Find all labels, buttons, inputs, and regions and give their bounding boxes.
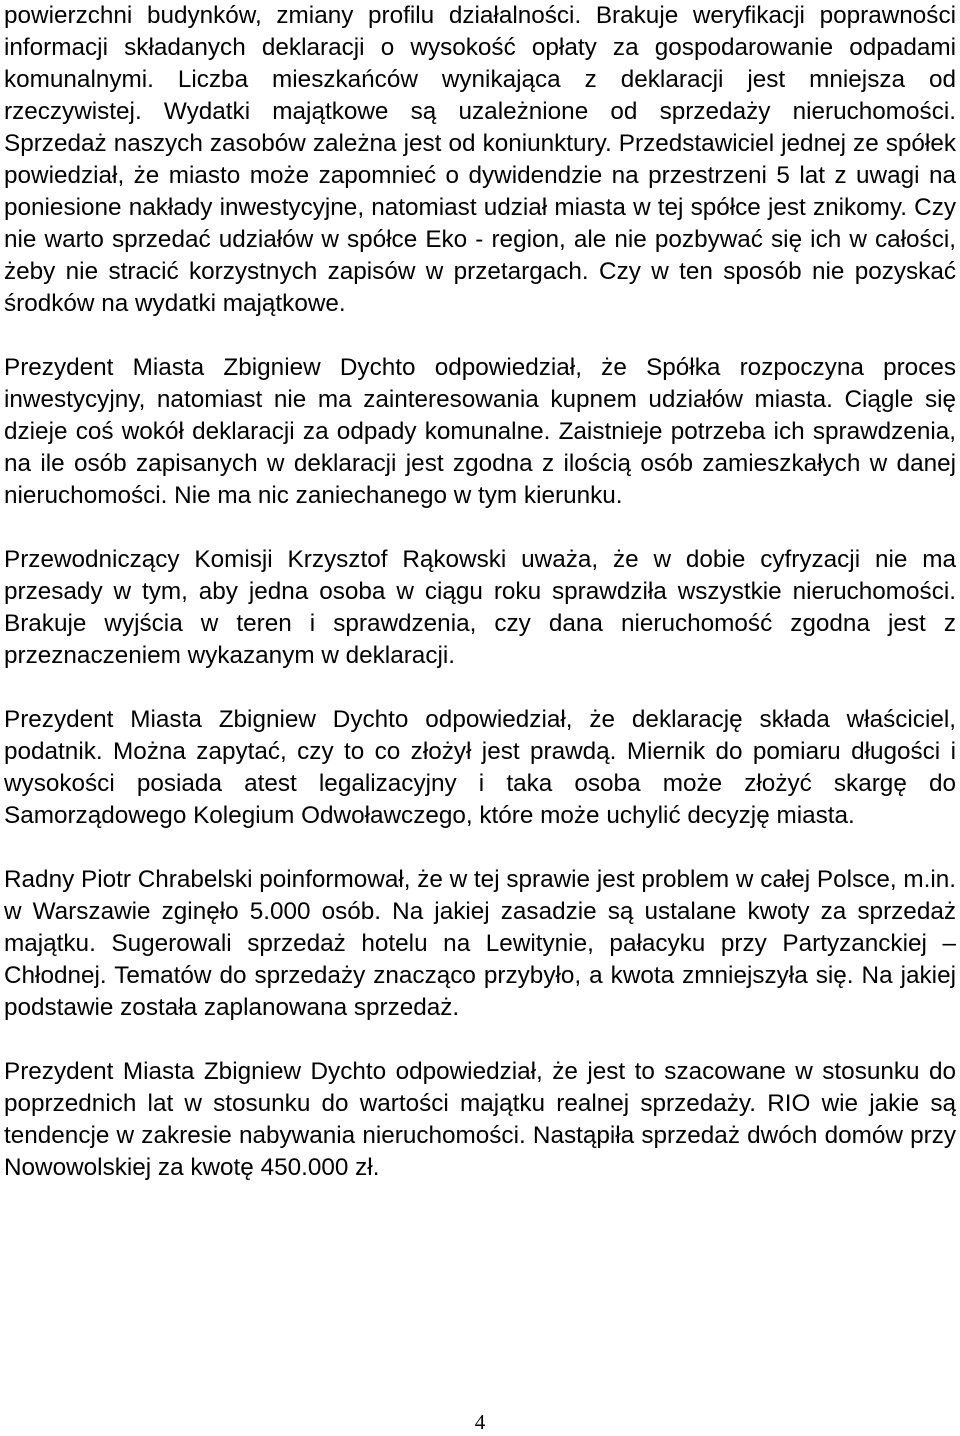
document-body — [4, 0, 956, 1184]
paragraph: Prezydent Miasta Zbigniew Dychto odpowiedział, że deklarację składa właściciel, podatnik. Można zapytać, czy to co złożył jest prawdą. Miernik do pomiaru długości i wysokości posiada atest legalizacyjny i taka osoba może złożyć skargę do Samorządowego Kolegium Odwoławczego, które może uchylić decyzję miasta. — [4, 706, 956, 829]
page-number: 4 — [474, 1410, 486, 1434]
paragraph: Prezydent Miasta Zbigniew Dychto odpowiedział, że jest to szacowane w stosunku do poprzednich lat w stosunku do wartości majątku realnej sprzedaży. RIO wie jakie są tendencje w zakresie nabywania nieruchomości. Nastąpiła sprzedaż dwóch domów przy Nowowolskiej za kwotę 450.000 zł. — [4, 1058, 956, 1181]
paragraph: Prezydent Miasta Zbigniew Dychto odpowiedział, że Spółka rozpoczyna proces inwestycyjny, natomiast nie ma zainteresowania kupnem udziałów miasta. Ciągle się dzieje coś wokół deklaracji za odpady komunalne. Zaistnieje potrzeba ich sprawdzenia, na ile osób zapisanych w deklaracji jest zgodna z ilością osób zamieszkałych w danej nieruchomości. Nie ma nic zaniechanego w tym kierunku. — [4, 354, 956, 509]
paragraph: powierzchni budynków, zmiany profilu działalności. Brakuje weryfikacji poprawności informacji składanych deklaracji o wysokość opłaty za gospodarowanie odpadami komunalnymi. Liczba mieszkańców wynikająca z deklaracji jest mniejsza od rzeczywistej. Wydatki majątkowe są uzależnione od sprzedaży nieruchomości. Sprzedaż naszych zasobów zależna jest od koniunktury. Przedstawiciel jednej ze spółek powiedział, że miasto może zapomnieć o dywidendzie na przestrzeni 5 lat z uwagi na poniesione nakłady inwestycyjne, natomiast udział miasta w tej spółce jest znikomy. Czy nie warto sprzedać udziałów w spółce Eko - region, ale nie pozbywać się ich w całości, żeby nie stracić korzystnych zapisów w przetargach. Czy w ten sposób nie pozyskać środków na wydatki majątkowe. — [4, 2, 956, 317]
paragraph: Radny Piotr Chrabelski poinformował, że w tej sprawie jest problem w całej Polsce, m.in. w Warszawie zginęło 5.000 osób. Na jakiej zasadzie są ustalane kwoty za sprzedaż majątku. Sugerowali sprzedaż hotelu na Lewitynie, pałacyku przy Partyzanckiej – Chłodnej. Tematów do sprzedaży znacząco przybyło, a kwota zmniejszyła się. Na jakiej podstawie została zaplanowana sprzedaż. — [4, 866, 957, 1021]
paragraph: Przewodniczący Komisji Krzysztof Rąkowski uważa, że w dobie cyfryzacji nie ma przesady w tym, aby jedna osoba w ciągu roku sprawdziła wszystkie nieruchomości. Brakuje wyjścia w teren i sprawdzenia, czy dana nieruchomość zgodna jest z przeznaczeniem wykazanym w deklaracji. — [4, 546, 956, 669]
